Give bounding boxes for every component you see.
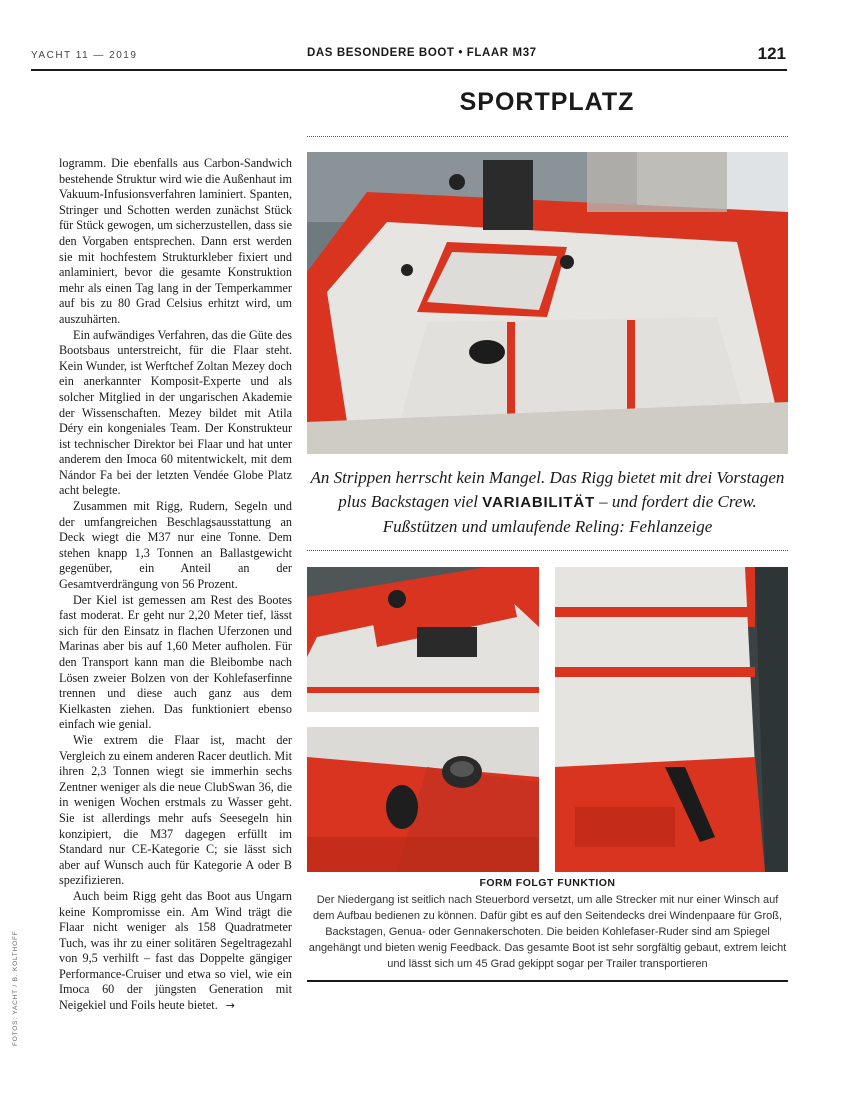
main-caption-text-1: An Strippen herrscht kein Mangel. Das Rigg bietet mit drei Vorstagen plus Backstagen viel bbox=[310, 468, 785, 511]
article-paragraph: logramm. Die ebenfalls aus Carbon-Sandwich bestehende Struktur wird wie die Außenhaut im Vakuum-Infusionsverfahren laminiert. Spanten, Stringer und Schotten werden zunächst Stück für Stück gewogen, um sicherzustellen, dass sie den Vorgaben entsprechen. Dann erst werden sie mit hochfestem Strukturkleber fixiert und anlaminiert, bevor die gesamte Konstruktion mehr als einen Tag lang in der Temperkammer auf bis zu 80 Grad Celsius erhitzt wird, um auszuhärten. bbox=[59, 156, 292, 326]
main-caption bbox=[307, 466, 788, 539]
secondary-caption-title: FORM FOLGT FUNKTION bbox=[479, 877, 616, 889]
photo-credit: FOTOS: YACHT / B. KOLTHOFF bbox=[12, 930, 19, 1046]
article-paragraph: Der Kiel ist gemessen am Rest des Bootes fast moderat. Er geht nur 2,20 Meter tief, lässt sich für den Einsatz in flachen Uferzonen und Marinas aber bis auf 1,60 Meter aufholen. Für den Transport kann man die Bleibombe nach Lösen zweier Bolzen von der Kohlefaserfinne trennen und diese auch ganz aus dem Kielkasten ziehen. Das funktioniert ebenso einfach wie genial. bbox=[59, 592, 292, 732]
photo-stern-rudder bbox=[555, 567, 788, 872]
caption-end-rule bbox=[307, 980, 788, 982]
main-caption-text-2: – und fordert die Crew. Fußstützen und umlaufende Reling: Fehlanzeige bbox=[382, 492, 757, 536]
main-caption-highlight: VARIABILITÄT bbox=[482, 494, 595, 511]
article-paragraph: Wie extrem die Flaar ist, macht der Vergleich zu einem anderen Racer deutlich. Mit ihren 2,3 Tonnen wiegt sie immerhin sechs Zentner weniger als die neue ClubSwan 36, die in wenigen Wochen erstmals zu Wasser geht. Sie ist allerdings mehr aufs Seesegeln hin konzipiert, die M37 dagegen erfüllt im Standard nur CE-Kategorie C; sie lässt sich aber auf Wunsch auch für Kategorie A oder B spezifizieren. bbox=[59, 732, 292, 888]
article-paragraph: Ein aufwändiges Verfahren, das die Güte des Bootsbaus unterstreicht, für die Flaar steht. Kein Wunder, ist Werftchef Zoltan Mezey doch ein anerkannter Komposit-Experte und als solcher Mitglied in der ungarischen Akademie der Wissenschaften. Mezey bildet mit Atila Déry ein kongeniales Team. Der Konstrukteur ist technischer Direktor bei Flaar und hat unter anderem den Imoca 60 mitentwickelt, mit dem Nándor Fa bei der letzten Vendée Globe Platz acht belegte. bbox=[59, 327, 292, 498]
article-paragraph-last bbox=[59, 889, 292, 1014]
article-body bbox=[59, 156, 292, 1014]
caption-dotted-rule bbox=[307, 550, 788, 551]
page-title: SPORTPLATZ bbox=[459, 88, 635, 116]
photo-winch bbox=[307, 727, 539, 872]
main-photo-cockpit bbox=[307, 152, 788, 454]
continue-arrow-icon: → bbox=[225, 999, 235, 1013]
page-number: 121 bbox=[757, 44, 786, 63]
secondary-caption-text: Der Niedergang ist seitlich nach Steuerbord versetzt, um alle Strecker mit nur einer Winsch auf dem Aufbau bedienen zu können. Dafür gibt es auf den Seitendecks drei Windenpaare für Groß, Backstagen, Genua- oder Gennakerschoten. Die beiden Kohlefaser-Ruder sind am Spiegel angehängt und bieten wenig Feedback. Das gesamte Boot ist sehr sorgfältig gebaut, extrem leicht und lässt sich um 45 Grad gekippt sogar per Trailer transportieren bbox=[308, 894, 787, 970]
photo-cabin-top bbox=[307, 567, 539, 712]
title-dotted-rule bbox=[307, 136, 788, 137]
article-paragraph-text: Auch beim Rigg geht das Boot aus Ungarn keine Kompromisse ein. Am Wind trägt die Flaar nicht weniger als 158 Quadratmeter Tuch, was ihr zu einer solitären Segeltragezahl von 9,5 verhilft – fast das Doppelte gängiger Performance-Cruiser und etwa so viel, wie ein Imoca 60 der jüngsten Generation mit Neigekiel und Foils heute bietet. bbox=[59, 888, 292, 1013]
magazine-issue: YACHT 11 — 2019 bbox=[31, 50, 138, 61]
section-label: DAS BESONDERE BOOT • FLAAR M37 bbox=[307, 47, 537, 59]
article-paragraph: Zusammen mit Rigg, Rudern, Segeln und der umfangreichen Beschlagsausstattung an Deck wiegt die M37 nur eine Tonne. Dem stehen knapp 1,3 Tonnen an Ballastgewicht gegenüber, ein Anteil an der Gesamtverdrängung von 56 Prozent. bbox=[59, 499, 292, 592]
header-rule bbox=[31, 69, 787, 71]
